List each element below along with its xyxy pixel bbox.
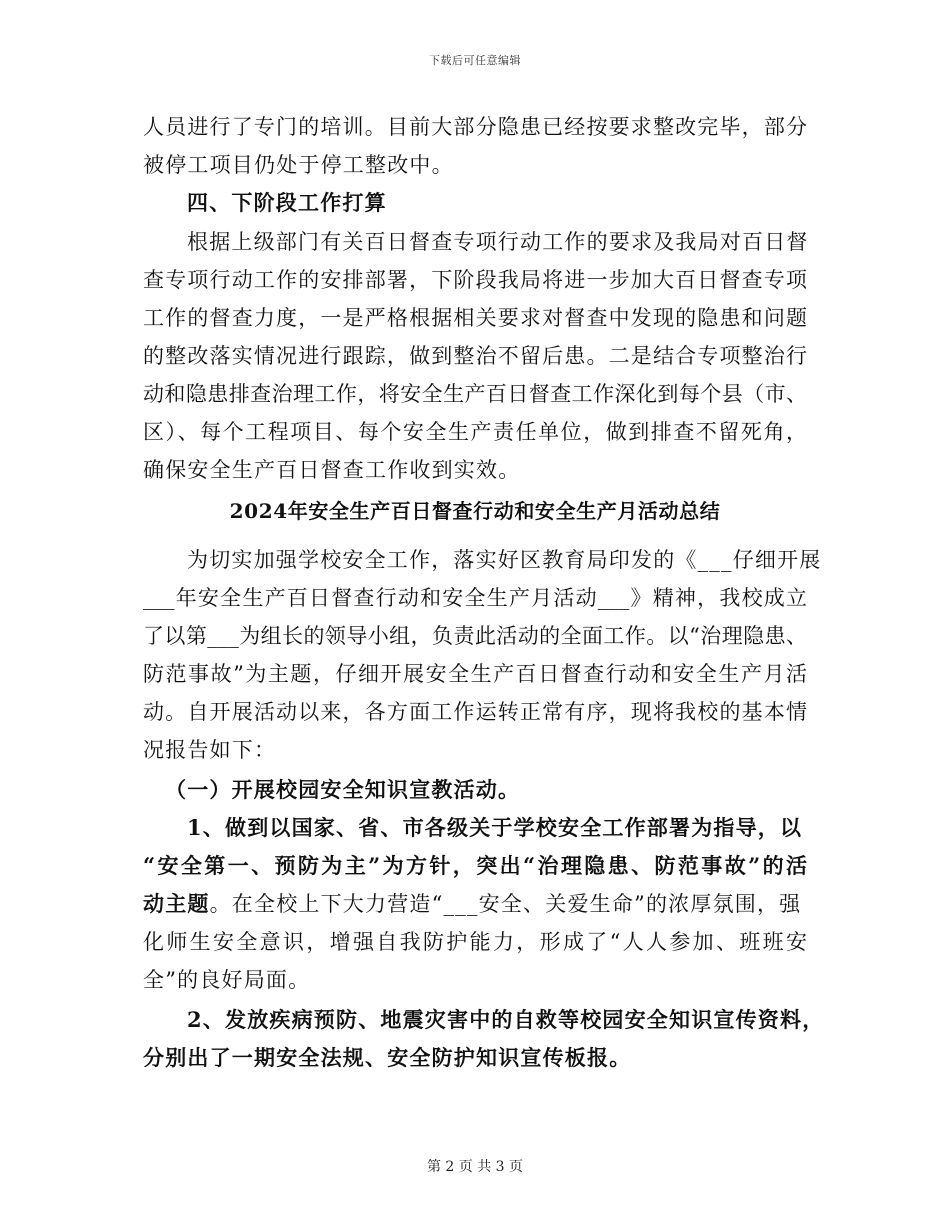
- header-note: 下载后可任意编辑: [429, 54, 521, 67]
- body-line: 为切实加强学校安全工作，落实好区教育局印发的《___仔细开展: [187, 548, 822, 572]
- item-line: 化师生安全意识，增强自我防护能力，形成了“人人参加、班班安: [143, 930, 807, 954]
- body-line: 动和隐患排查治理工作，将安全生产百日督查工作深化到每个县（市、: [143, 382, 807, 406]
- item-line: 1、做到以国家、省、市各级关于学校安全工作部署为指导，以: [187, 815, 803, 840]
- item-line-mixed: [143, 884, 801, 924]
- body-line: 区）、每个工程项目、每个安全生产责任单位，做到排查不留死角，: [143, 420, 807, 444]
- section-heading: 四、下阶段工作打算: [187, 190, 387, 215]
- body-line: 根据上级部门有关百日督查专项行动工作的要求及我局对百日督: [187, 230, 809, 254]
- body-line: 工作的督查力度，一是严格根据相关要求对督查中发现的隐患和问题: [143, 306, 807, 330]
- body-line: 被停工项目仍处于停工整改中。: [143, 153, 454, 177]
- item-line: “安全第一、预防为主”为方针，突出“治理隐患、防范事故”的活: [143, 853, 807, 878]
- body-line: 查专项行动工作的安排部署，下阶段我局将进一步加大百日督查专项: [143, 268, 807, 292]
- body-line: 防范事故”为主题，仔细开展安全生产百日督查行动和安全生产月活: [143, 662, 807, 686]
- item-line: 2、发放疾病预防、地震灾害中的自救等校园安全知识宣传资料，: [187, 1007, 825, 1032]
- item-text: 。在全校上下大力营造“___安全、关爱生命”的浓厚氛围，强: [209, 892, 802, 916]
- item-line: 分别出了一期安全法规、安全防护知识宣传板报。: [143, 1045, 632, 1070]
- subheading: （一）开展校园安全知识宣教活动。: [165, 777, 521, 802]
- item-line: 全”的良好局面。: [143, 968, 311, 992]
- document-title: 2024年安全生产百日督查行动和安全生产月活动总结: [229, 499, 721, 523]
- body-line: 况报告如下：: [143, 738, 277, 762]
- page-number: 第 2 页 共 3 页: [426, 1159, 524, 1175]
- item-emphasis: 动主题: [143, 891, 210, 916]
- body-line: 动。自开展活动以来，各方面工作运转正常有序，现将我校的基本情: [143, 700, 807, 724]
- body-line: 确保安全生产百日督查工作收到实效。: [143, 458, 521, 482]
- body-line: ___年安全生产百日督查行动和安全生产月活动___》精神，我校成立: [143, 586, 807, 610]
- body-line: 人员进行了专门的培训。目前大部分隐患已经按要求整改完毕，部分: [143, 115, 807, 139]
- body-line: 的整改落实情况进行跟踪，做到整治不留后患。二是结合专项整治行: [143, 344, 807, 368]
- body-line: 了以第___为组长的领导小组，负责此活动的全面工作。以“治理隐患、: [143, 624, 807, 648]
